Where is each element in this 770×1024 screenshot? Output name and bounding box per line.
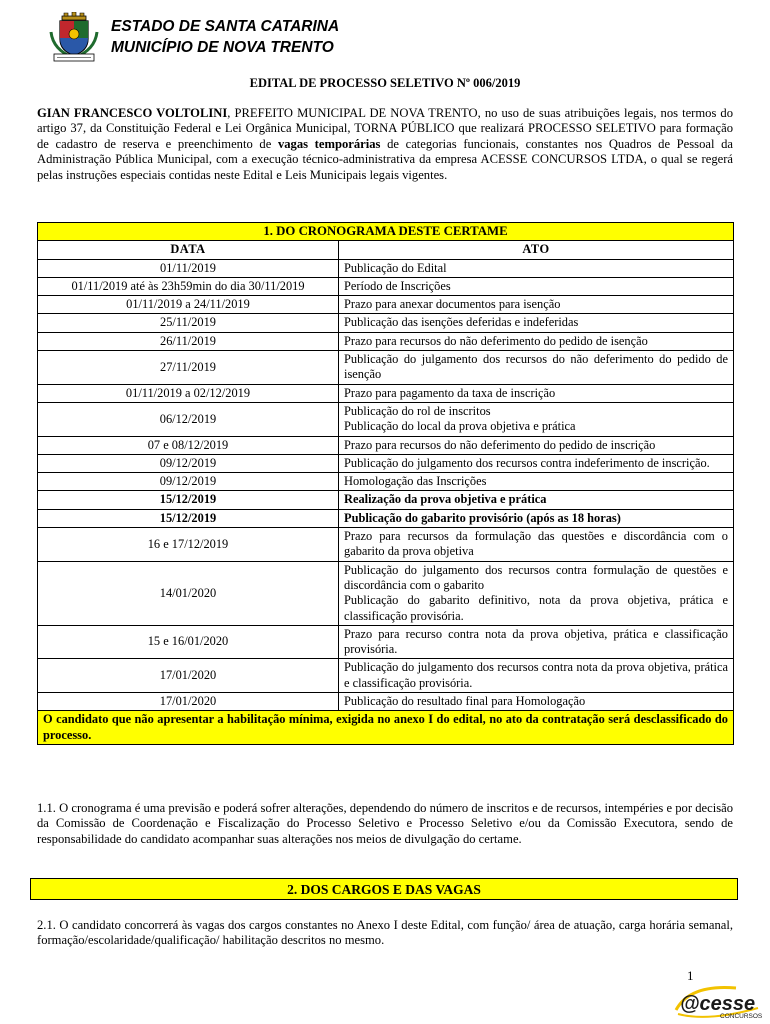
schedule-date: 15/12/2019 [38,509,339,527]
schedule-act-line: Prazo para recursos do não deferimento do pedido de isenção [344,333,648,348]
table-row [38,436,734,454]
document-title: EDITAL DE PROCESSO SELETIVO Nº 006/2019 [249,76,521,90]
schedule-date: 07 e 08/12/2019 [38,436,339,454]
schedule-act-line: Prazo para anexar documentos para isenção [344,297,561,312]
schedule-act [339,473,734,491]
schedule-date: 26/11/2019 [38,332,339,350]
table-row [38,473,734,491]
table-row [38,296,734,314]
schedule-act-line: Publicação do resultado final para Homologação [344,694,586,709]
schedule-act-line: Publicação das isenções deferidas e indeferidas [344,315,579,330]
schedule-act [339,509,734,527]
schedule-act-line: Publicação do local da prova objetiva e prática [344,419,576,434]
schedule-date: 17/01/2020 [38,659,339,693]
column-header-date: DATA [38,241,339,259]
schedule-act-line: Prazo para recursos do não deferimento do pedido de inscrição [344,437,656,452]
schedule-act [339,561,734,625]
schedule-date: 27/11/2019 [38,351,339,385]
schedule-act-line: Publicação do julgamento dos recursos contra nota da prova objetiva, prática e classificação provisória. [344,660,728,690]
intro-paragraph [37,106,733,183]
schedule-date: 09/12/2019 [38,454,339,472]
table-row [38,384,734,402]
table-row [38,491,734,509]
table-row [38,528,734,562]
schedule-date: 01/11/2019 [38,259,339,277]
schedule-act [339,625,734,659]
paragraph-1-1: 1.1. O cronograma é uma previsão e poderá sofrer alterações, dependendo do número de inscritos e de recursos, intempéries e por decisão da Comissão de Coordenação e Fiscalização do Processo Seletivo e Processo Seletivo e/ou da Comissão Executora, sendo de responsabilidade do candidato acompanhar suas alterações nos meios de divulgação do certame. [37,801,733,846]
schedule-date: 01/11/2019 até às 23h59min do dia 30/11/2019 [38,277,339,295]
table-row [38,693,734,711]
logo-sub: CONCURSOS [720,1013,762,1020]
schedule-date: 09/12/2019 [38,473,339,491]
schedule-act [339,693,734,711]
schedule-act [339,528,734,562]
schedule-act [339,454,734,472]
table-row [38,454,734,472]
section-2-title: 2. DOS CARGOS E DAS VAGAS [30,878,738,900]
state-name: ESTADO DE SANTA CATARINA [111,18,340,35]
schedule-date: 06/12/2019 [38,402,339,436]
schedule-act [339,277,734,295]
schedule-act-line: Publicação do gabarito definitivo, nota da prova objetiva, prática e classificação provisória. [344,593,728,623]
schedule-date: 17/01/2020 [38,693,339,711]
schedule-act-line: Publicação do rol de inscritos [344,403,491,418]
table-row [38,711,734,745]
schedule-act [339,436,734,454]
schedule-act-line: Publicação do julgamento dos recursos contra formulação de questões e discordância com o gabarito [344,562,728,592]
schedule-date: 16 e 17/12/2019 [38,528,339,562]
municipality-name: MUNICÍPIO DE NOVA TRENTO [111,39,334,56]
schedule-act-line: Prazo para recurso contra nota da prova objetiva, prática e classificação provisória. [344,626,728,657]
schedule-act-line: Realização da prova objetiva e prática [344,492,547,507]
intro-bold: vagas temporárias [277,136,381,151]
schedule-act-line: Prazo para recursos da formulação das questões e discordância com o gabarito da prova objetiva [344,529,728,559]
table-row [38,351,734,385]
document-header [48,12,448,66]
schedule-note: O candidato que não apresentar a habilitação mínima, exigida no anexo I do edital, no ato da contratação será desclassificado do processo. [38,711,734,745]
schedule-date: 25/11/2019 [38,314,339,332]
schedule-act [339,296,734,314]
table-row [38,314,734,332]
schedule-act-line: Publicação do Edital [344,260,447,275]
table-row [38,259,734,277]
schedule-act [339,402,734,436]
schedule-act-line: Homologação das Inscrições [344,474,487,489]
page-number: 1 [687,968,694,983]
table-row [38,277,734,295]
schedule-date: 14/01/2020 [38,561,339,625]
schedule-act [339,659,734,693]
mayor-name: GIAN FRANCESCO VOLTOLINI [37,106,228,120]
table-row [38,659,734,693]
paragraph-2-1: 2.1. O candidato concorrerá às vagas dos cargos constantes no Anexo I deste Edital, com função/ área de atuação, carga horária semanal, formação/escolaridade/qualificação/ habilitação descritos no mesmo. [37,918,733,948]
schedule-act [339,384,734,402]
schedule-act [339,491,734,509]
schedule-table [37,222,734,745]
intro-text-1: , PREFEITO MUNICIPAL DE NOVA TRENTO, no uso de suas atribuições legais, nos termos do artigo 37, da Constituição Federal e Lei Orgânica Municipal, TORNA PÚBLICO que realizará PROCESSO SELETIVO para formação de cadastro de reserva e preenchimento de [37,106,734,151]
intro-text-2: de categorias funcionais, constantes nos Quadros de Pessoal da Administração Pública Municipal, com a execução técnico-administrativa da empresa ACESSE CONCURSOS LTDA, o qual se regerá pelas instruções especiais contidas neste Edital e Leis Municipais legais vigentes. [37,136,733,182]
logo-brand: @cesse [680,993,756,1015]
table-row [38,509,734,527]
schedule-act-line: Prazo para pagamento da taxa de inscrição [344,385,556,400]
table-row [38,625,734,659]
schedule-date: 01/11/2019 a 24/11/2019 [38,296,339,314]
section-1-title: 1. DO CRONOGRAMA DESTE CERTAME [38,223,734,241]
schedule-act-line: Período de Inscrições [344,278,451,293]
table-row [38,332,734,350]
schedule-act [339,351,734,385]
schedule-act-line: Publicação do julgamento dos recursos contra indeferimento de inscrição. [344,455,710,470]
schedule-act-line: Publicação do gabarito provisório (após as 18 horas) [344,510,621,525]
table-row [38,402,734,436]
schedule-act [339,332,734,350]
municipal-crest-icon [48,12,100,64]
schedule-act-line: Publicação do julgamento dos recursos do não deferimento do pedido de isenção [344,352,728,382]
schedule-act [339,314,734,332]
column-header-act: ATO [339,241,734,259]
schedule-date: 15 e 16/01/2020 [38,625,339,659]
schedule-date: 01/11/2019 a 02/12/2019 [38,384,339,402]
acesse-concursos-logo [672,984,762,1020]
table-row [38,561,734,625]
schedule-act [339,259,734,277]
schedule-date: 15/12/2019 [38,491,339,509]
